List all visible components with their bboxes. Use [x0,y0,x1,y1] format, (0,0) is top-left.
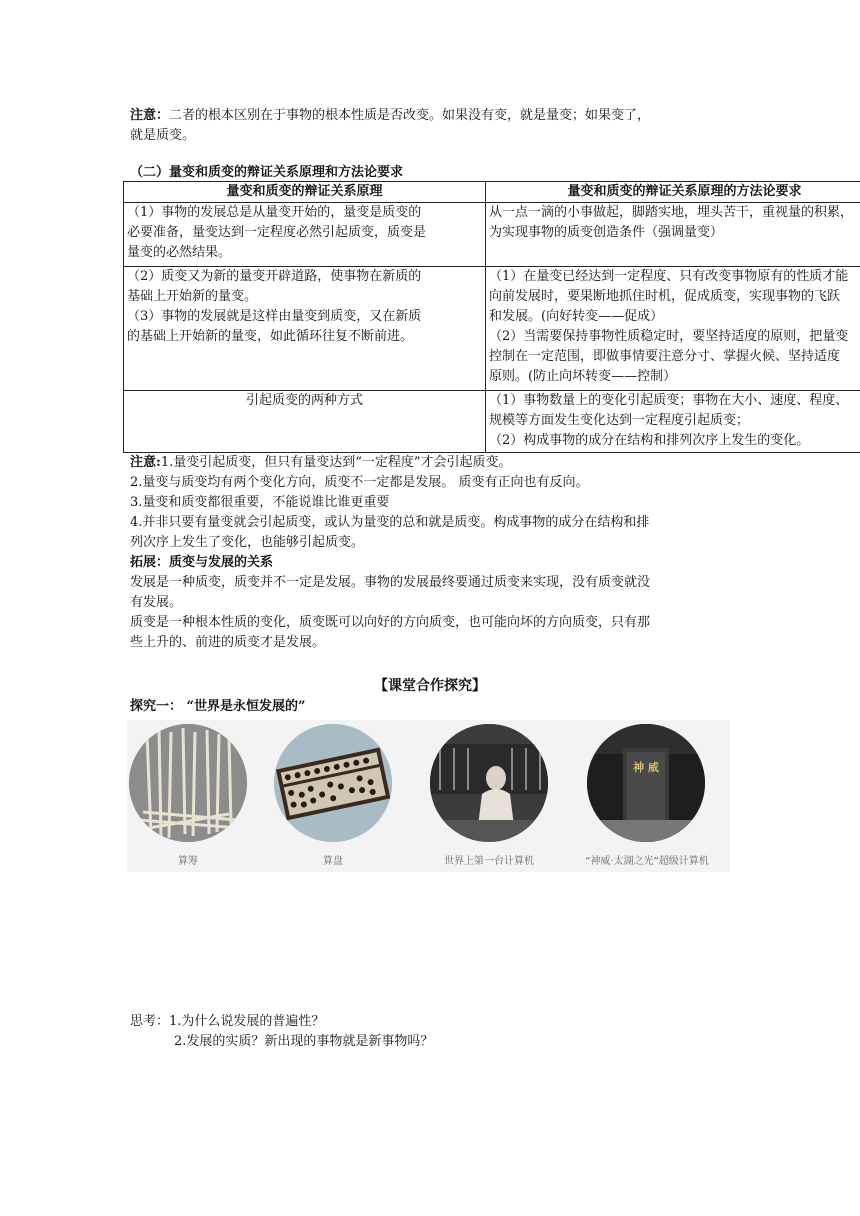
cell-line: 的基础上开始新的量变，如此循环往复不断前进。 [127,329,414,344]
expand-section [130,553,730,653]
table-header-row [124,182,860,203]
notes-list [130,453,730,553]
table-header-principle: 量变和质变的辩证关系原理 [124,182,486,203]
list-item: 4.并非只要有量变就会引起质变，或认为量变的总和就是质变。构成事物的成分在结构和排 [130,515,650,530]
image-caption: “神威·太湖之光”超级计算机 [585,856,709,867]
cell-line: 基础上开始新的量变。 [127,289,258,304]
cell-line: （3）事物的发展就是这样由量变到质变，又在新质 [127,309,422,324]
table-cell-center: 引起质变的两种方式 [124,391,486,453]
explore-title: 探究一： “世界是永恒发展的” [130,699,306,714]
table-header-methodology: 量变和质变的辩证关系原理的方法论要求 [486,182,860,203]
table-cell [124,267,486,391]
notes-label: 注意: [130,455,161,470]
expand-title: 拓展：质变与发展的关系 [130,555,274,570]
abacus-picture [274,724,392,842]
expand-line: 发展是一种质变，质变并不一定是发展。事物的发展最终要通过质变来实现，没有质变就没 [130,575,651,590]
classroom-title: 【课堂合作探究】 [374,678,486,694]
cell-line: （1）在量变已经达到一定程度、只有改变事物原有的性质才能 [489,269,849,284]
abacus-image [274,724,392,842]
note-paragraph [130,106,730,146]
list-item: 2.量变与质变均有两个变化方向，质变不一定都是发展。 质变有正向也有反向。 [130,475,589,490]
table-cell [124,203,486,267]
table-cell [486,203,860,267]
cell-line: （1）事物的发展总是从量变开始的，量变是质变的 [127,205,422,220]
list-item: 1.量变引起质变，但只有量变达到“一定程度”才会引起质变。 [160,455,512,470]
cell-line: 为实现事物的质变创造条件（强调量变） [489,225,724,240]
first-computer-picture [430,724,548,842]
cell-line: （2）当需要保持事物性质稳定时，要坚持适度的原则，把量变 [489,329,849,344]
think-question: 1.为什么说发展的普遍性？ [169,1014,325,1029]
computing-evolution-figure [127,720,730,872]
table-row [124,267,860,391]
cell-line: 和发展。(向好转变——促成） [489,309,664,324]
cell-line: 量变的必然结果。 [127,245,232,260]
section-title: （二）量变和质变的辩证关系原理和方法论要求 [130,165,404,180]
expand-line: 质变是一种根本性质的变化，质变既可以向好的方向质变，也可能向坏的方向质变，只有那 [130,615,651,630]
cell-line: 向前发展时，要果断地抓住时机，促成质变，实现事物的飞跃 [489,289,841,304]
supercomputer-image [587,724,705,842]
first-computer-image [430,724,548,842]
list-item: 3.量变和质变都很重要，不能说谁比谁更重要 [130,495,390,510]
note-label: 注意： [130,108,170,123]
cell-line: 必要准备，量变达到一定程度必然引起质变，质变是 [127,225,427,240]
think-label: 思考： [130,1014,170,1029]
cell-line: （1）事物数量上的变化引起质变；事物在大小、速度、程度、 [489,393,849,408]
image-caption: 算筹 [178,856,198,867]
cell-line: （2）构成事物的成分在结构和排列次序上发生的变化。 [489,433,810,448]
table-cell [486,391,860,453]
think-section [130,1012,730,1052]
note-text: 二者的根本区别在于事物的根本性质是否改变。如果没有变，就是量变；如果变了， [169,108,651,123]
expand-line: 有发展。 [130,595,183,610]
image-caption: 世界上第一台计算机 [444,856,534,867]
cell-line: 规模等方面发生变化达到一定程度引起质变； [489,413,750,428]
expand-line: 些上升的、前进的质变才是发展。 [130,635,326,650]
dialectics-table [123,181,860,453]
think-question: 2.发展的实质？新出现的事物就是新事物吗？ [174,1034,434,1049]
cell-line: 原则。(防止向坏转变——控制） [489,369,677,384]
counting-rods-image [129,724,247,842]
counting-rods-picture [129,724,247,842]
table-row [124,391,860,453]
table-cell [486,267,860,391]
image-caption: 算盘 [323,856,343,867]
supercomputer-plaque: 神 威 [633,761,659,774]
table-row [124,203,860,267]
cell-line: 从一点一滴的小事做起，脚踏实地，埋头苦干，重视量的积累， [489,205,854,220]
cell-line: （2）质变又为新的量变开辟道路，使事物在新质的 [127,269,422,284]
supercomputer-picture [587,724,705,842]
cell-line: 控制在一定范围，即做事情要注意分寸、掌握火候、坚持适度 [489,349,841,364]
note-text-continued: 就是质变。 [130,128,196,143]
list-item: 列次序上发生了变化，也能够引起质变。 [130,535,365,550]
